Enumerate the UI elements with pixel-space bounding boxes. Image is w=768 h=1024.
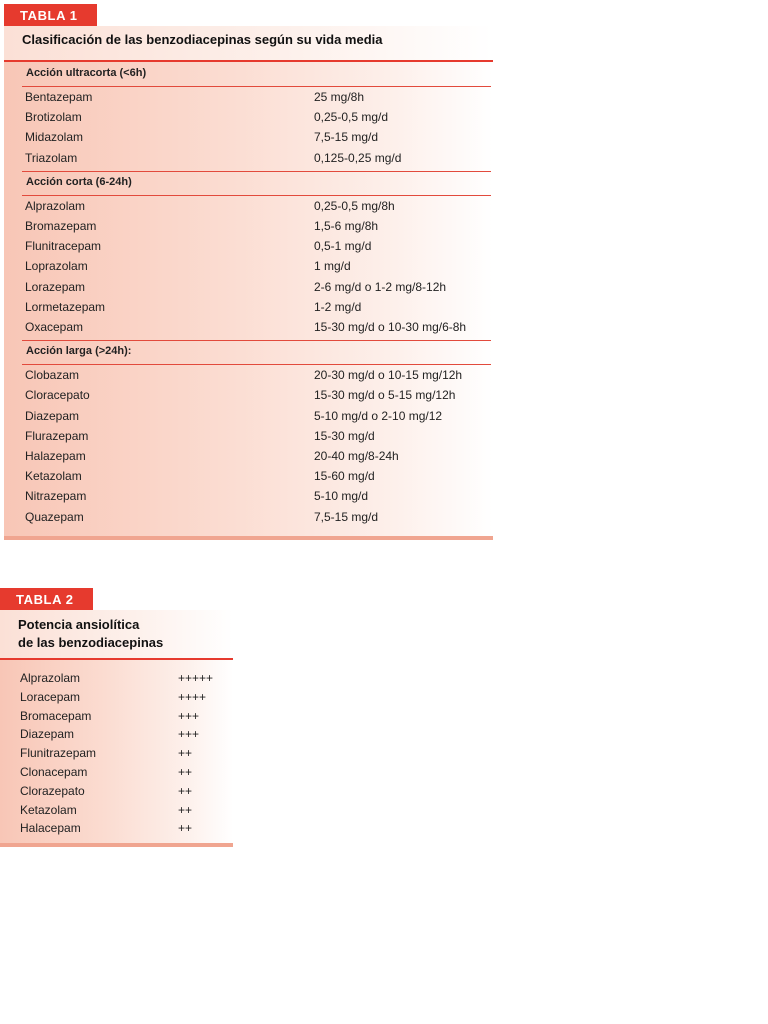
- section-heading: Acción corta (6-24h): [26, 175, 132, 188]
- section-heading-rule: [22, 86, 491, 87]
- drug-name: Bromazepam: [25, 219, 97, 233]
- drug-name: Loracepam: [20, 689, 81, 704]
- potency-value: ++++: [178, 689, 207, 704]
- drug-name: Triazolam: [25, 150, 78, 165]
- drug-name: Flurazepam: [25, 428, 89, 443]
- potency-value: +++++: [178, 671, 214, 685]
- section-heading-rule: [22, 195, 491, 196]
- tabla-1-title: Clasificación de las benzodiacepinas según su vida media: [22, 32, 383, 47]
- drug-name: Brotizolam: [25, 110, 82, 125]
- drug-dose: 7,5-15 mg/d: [314, 130, 379, 145]
- drug-dose: 1-2 mg/d: [314, 299, 362, 314]
- section-heading-rule: [22, 364, 491, 365]
- drug-name: Loprazolam: [25, 259, 88, 274]
- drug-name: Clorazepato: [20, 783, 85, 798]
- tabla-1: [4, 4, 493, 542]
- drug-name: Clonacepam: [20, 765, 88, 779]
- section-top-rule: [22, 171, 491, 172]
- tabla-2: [0, 588, 233, 850]
- drug-dose: 7,5-15 mg/d: [314, 509, 379, 524]
- drug-dose: 20-40 mg/8-24h: [314, 449, 399, 463]
- drug-dose: 5-10 mg/d: [314, 489, 369, 504]
- drug-name: Bentazepam: [25, 90, 93, 104]
- drug-name: Halacepam: [20, 821, 81, 836]
- drug-dose: 15-30 mg/d o 10-30 mg/6-8h: [314, 320, 467, 334]
- section-heading: Acción larga (>24h):: [26, 345, 132, 358]
- drug-dose: 0,25-0,5 mg/d: [314, 110, 389, 125]
- drug-dose: 25 mg/8h: [314, 90, 365, 104]
- drug-name: Alprazolam: [25, 198, 86, 213]
- tabla-2-bottom-bar: [0, 843, 233, 847]
- drug-name: Ketazolam: [25, 469, 82, 484]
- drug-dose: 15-30 mg/d o 5-15 mg/12h: [314, 388, 456, 403]
- potency-value: ++: [178, 802, 193, 817]
- tabla-2-title-line-2: de las benzodiacepinas: [18, 635, 164, 650]
- drug-name: Flunitrazepam: [20, 746, 97, 761]
- drug-name: Nitrazepam: [25, 489, 87, 504]
- drug-name: Quazepam: [25, 509, 84, 524]
- drug-dose: 1 mg/d: [314, 259, 351, 274]
- potency-value: ++: [178, 765, 193, 779]
- drug-name: Oxacepam: [25, 320, 84, 334]
- drug-dose: 1,5-6 mg/8h: [314, 219, 379, 233]
- drug-name: Lormetazepam: [25, 299, 106, 314]
- potency-value: ++: [178, 746, 193, 761]
- tabla-1-tag: TABLA 1: [4, 4, 97, 26]
- potency-value: ++: [178, 783, 193, 798]
- drug-dose: 5-10 mg/d o 2-10 mg/12: [314, 408, 443, 423]
- drug-name: Bromacepam: [20, 708, 92, 723]
- drug-dose: 15-60 mg/d: [314, 469, 375, 484]
- tabla-2-tag: TABLA 2: [0, 588, 93, 610]
- drug-dose: 15-30 mg/d: [314, 428, 375, 443]
- drug-name: Cloracepato: [25, 388, 90, 403]
- drug-name: Alprazolam: [20, 671, 81, 685]
- drug-dose: 20-30 mg/d o 10-15 mg/12h: [314, 368, 463, 383]
- drug-name: Ketazolam: [20, 802, 77, 817]
- drug-name: Diazepam: [20, 727, 75, 742]
- drug-dose: 2-6 mg/d o 1-2 mg/8-12h: [314, 279, 447, 294]
- drug-name: Lorazepam: [25, 279, 86, 294]
- potency-value: +++: [178, 727, 200, 742]
- potency-value: +++: [178, 708, 200, 723]
- drug-name: Clobazam: [25, 368, 80, 383]
- drug-name: Flunitracepam: [25, 239, 102, 254]
- section-heading: Acción ultracorta (<6h): [26, 67, 147, 79]
- drug-name: Diazepam: [25, 408, 80, 423]
- tabla-1-bottom-bar: [4, 536, 493, 540]
- section-top-rule: [22, 340, 491, 341]
- drug-dose: 0,5-1 mg/d: [314, 239, 372, 254]
- tabla-2-title-line-1: Potencia ansiolítica: [18, 617, 140, 632]
- drug-name: Halazepam: [25, 449, 86, 463]
- drug-dose: 0,25-0,5 mg/8h: [314, 198, 395, 213]
- potency-value: ++: [178, 821, 193, 836]
- drug-dose: 0,125-0,25 mg/d: [314, 150, 402, 165]
- drug-name: Midazolam: [25, 130, 84, 145]
